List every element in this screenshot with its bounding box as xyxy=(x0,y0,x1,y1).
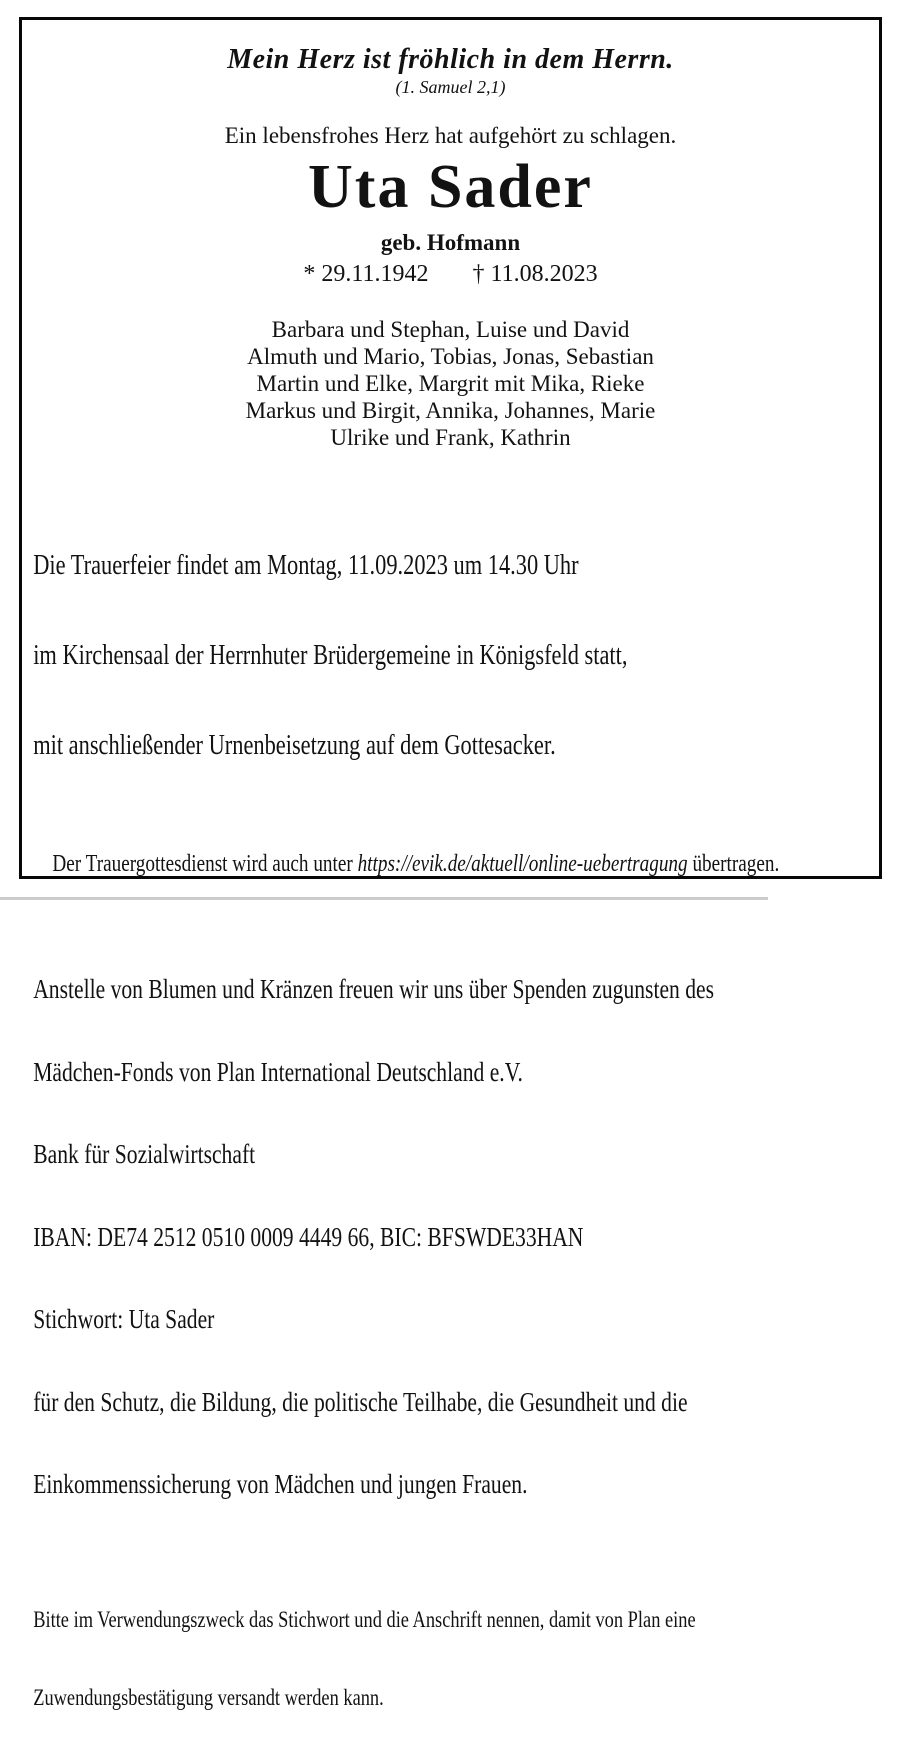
donation-line: Anstelle von Blumen und Kränzen freuen wir uns über Spenden zugunsten des xyxy=(33,976,707,1004)
donation-line-keyword: Stichwort: Uta Sader xyxy=(33,1306,707,1334)
mourner-line: Almuth und Mario, Tobias, Jonas, Sebastian xyxy=(22,343,879,370)
donation-details xyxy=(22,921,708,1554)
deceased-birth-name: geb. Hofmann xyxy=(22,231,879,254)
mourners-list xyxy=(22,316,879,451)
donation-line-iban: IBAN: DE74 2512 0510 0009 4449 66, BIC: BFSWDE33HAN xyxy=(33,1224,707,1252)
life-dates xyxy=(22,262,879,287)
funeral-line: mit anschließender Urnenbeisetzung auf dem Gottesacker. xyxy=(33,731,707,761)
funeral-line: im Kirchensaal der Herrnhuter Brüdergemeine in Königsfeld statt, xyxy=(33,641,707,671)
birth-date: * 29.11.1942 xyxy=(303,261,428,287)
death-date: † 11.08.2023 xyxy=(473,261,598,287)
donation-line: für den Schutz, die Bildung, die politische Teilhabe, die Gesundheit und die xyxy=(33,1389,707,1417)
bible-verse: Mein Herz ist fröhlich in dem Herrn. xyxy=(22,44,879,76)
mourner-line: Martin und Elke, Margrit mit Mika, Rieke xyxy=(22,370,879,397)
mourner-line: Barbara und Stephan, Luise und David xyxy=(22,316,879,343)
donation-note-line: Zuwendungsbestätigung versandt werden kann. xyxy=(33,1685,707,1711)
mourner-line: Markus und Birgit, Annika, Johannes, Marie xyxy=(22,397,879,424)
livestream-url: https://evik.de/aktuell/online-uebertragung xyxy=(358,851,688,877)
obituary-notice xyxy=(19,17,882,879)
donation-note-line: Bitte im Verwendungszweck das Stichwort und die Anschrift nennen, damit von Plan eine xyxy=(33,1607,707,1633)
donation-instructions xyxy=(22,1555,708,1763)
donation-line: Mädchen-Fonds von Plan International Deutschland e.V. xyxy=(33,1059,707,1087)
bible-verse-source: (1. Samuel 2,1) xyxy=(22,77,879,98)
livestream-suffix: übertragen. xyxy=(688,851,780,877)
donation-line: Einkommenssicherung von Mädchen und jungen Frauen. xyxy=(33,1471,707,1499)
funeral-details xyxy=(22,491,708,821)
intro-line: Ein lebensfrohes Herz hat aufgehört zu schlagen. xyxy=(22,122,879,149)
livestream-prefix: Der Trauergottesdienst wird auch unter xyxy=(52,851,357,877)
donation-line: Bank für Sozialwirtschaft xyxy=(33,1141,707,1169)
funeral-line: Die Trauerfeier findet am Montag, 11.09.2023 um 14.30 Uhr xyxy=(33,551,707,581)
deceased-name: Uta Sader xyxy=(22,156,879,218)
mourner-line: Ulrike und Frank, Kathrin xyxy=(22,424,879,451)
livestream-note xyxy=(22,824,708,905)
